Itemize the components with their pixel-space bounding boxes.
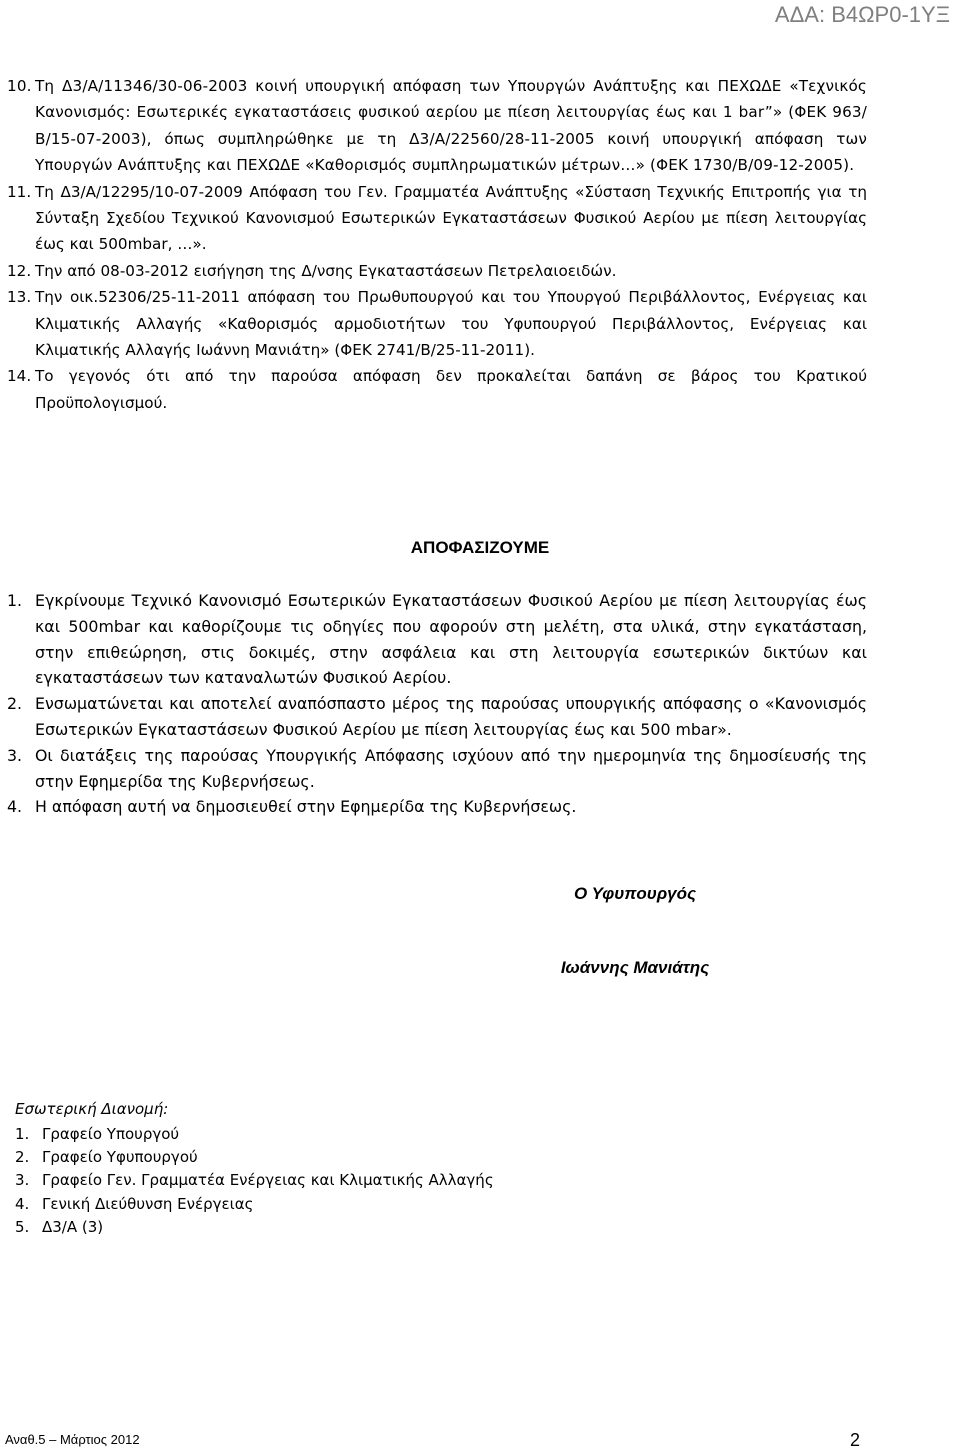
item-number: 12.: [7, 261, 32, 280]
list-item: [7, 588, 867, 691]
list-item: [7, 794, 867, 820]
item-text: Την οικ.52306/25-11-2011 απόφαση του Πρωθυπουργού και του Υπουργού Περιβάλλοντος, Ενέργειας και Κλιματικής Αλλαγής «Καθορισμός αρμοδιοτήτων του Υφυπουργού Περιβάλλοντος, Ενέργειας και Κλιματικής Αλλαγής Ιωάννη Μανιάτη» (ΦΕΚ 2741/Β/25-11-2011).: [35, 288, 867, 360]
list-item: [15, 1193, 494, 1216]
item-text: Το γεγονός ότι από την παρούσα απόφαση δεν προκαλείται δαπάνη σε βάρος του Κρατικού Προϋπολογισμού.: [35, 367, 867, 412]
considerations-list: [7, 73, 867, 416]
item-text: Η απόφαση αυτή να δημοσιευθεί στην Εφημερίδα της Κυβερνήσεως.: [35, 797, 577, 817]
item-text: Γραφείο Υφυπουργού: [42, 1148, 198, 1167]
list-item: [7, 73, 867, 179]
item-text: Τη Δ3/Α/12295/10-07-2009 Απόφαση του Γεν. Γραμματέα Ανάπτυξης «Σύσταση Τεχνικής Επιτροπής για τη Σύνταξη Σχεδίου Τεχνικού Κανονισμού Εσωτερικών Εγκαταστάσεων Φυσικού Αερίου με πίεση λειτουργίας έως και 500mbar, …».: [35, 182, 867, 254]
footer-revision: Αναθ.5 – Μάρτιος 2012: [5, 1432, 140, 1447]
list-item: [15, 1169, 494, 1192]
item-number: 4.: [7, 797, 23, 817]
item-number: 2.: [15, 1148, 30, 1167]
decisions-list: [7, 588, 867, 820]
item-number: 5.: [15, 1217, 30, 1236]
item-text: Οι διατάξεις της παρούσας Υπουργικής Απόφασης ισχύουν από την ημερομηνία της δημοσίευσής της στην Εφημερίδα της Κυβερνήσεως.: [35, 745, 867, 791]
list-item: [15, 1146, 494, 1169]
list-item: [15, 1123, 494, 1146]
list-item: [15, 1216, 494, 1239]
item-number: 4.: [15, 1194, 30, 1213]
distribution-title: Εσωτερική Διανομή:: [15, 1100, 169, 1118]
item-text: Ενσωματώνεται και αποτελεί αναπόσπαστο μέρος της παρούσας υπουργικής απόφασης ο «Κανονισμός Εσωτερικών Εγκαταστάσεων Φυσικού Αερίου με πίεση λειτουργίας έως και 500 mbar».: [35, 694, 867, 739]
item-number: 1.: [7, 591, 23, 610]
item-text: Γραφείο Γεν. Γραμματέα Ενέργειας και Κλιματικής Αλλαγής: [42, 1171, 494, 1190]
signature-title: Ο Υφυπουργός: [573, 884, 697, 903]
signature-name: Ιωάννης Μανιάτης: [560, 958, 710, 977]
item-number: 3.: [7, 745, 23, 765]
list-item: [7, 691, 867, 743]
item-text: Την από 08-03-2012 εισήγηση της Δ/νσης Εγκαταστάσεων Πετρελαιοειδών.: [35, 261, 617, 280]
distribution-list: [15, 1123, 494, 1239]
item-number: 11.: [7, 182, 32, 201]
item-number: 13.: [7, 288, 32, 307]
item-text: Γραφείο Υπουργού: [42, 1125, 180, 1143]
ada-code: ΑΔΑ: Β4ΩΡ0-1ΥΞ: [774, 2, 950, 27]
item-number: 3.: [15, 1171, 30, 1190]
list-item: [7, 363, 867, 416]
list-item: [7, 743, 867, 795]
item-text: Τη Δ3/Α/11346/30-06-2003 κοινή υπουργική απόφαση των Υπουργών Ανάπτυξης και ΠΕΧΩΔΕ «Τεχνικός Κανονισμός: Εσωτερικές εγκαταστάσεις φυσικού αερίου με πίεση λειτουργίας έως και 1 bar”» (ΦΕΚ 963/Β/15-07-2003), όπως συμπληρώθηκε με τη Δ3/Α/22560/28-11-2005 κοινή υπουργική απόφαση των Υπουργών Ανάπτυξης και ΠΕΧΩΔΕ «Καθορισμός συμπληρωματικών μέτρων…» (ΦΕΚ 1730/Β/09-12-2005).: [35, 77, 867, 175]
list-item: [7, 179, 867, 258]
page-number: 2: [850, 1430, 861, 1450]
item-number: 1.: [15, 1125, 30, 1143]
item-number: 14.: [7, 367, 32, 386]
list-item: [7, 284, 867, 363]
decision-heading: ΑΠΟΦΑΣΙΖΟΥΜΕ: [410, 538, 550, 557]
item-number: 10.: [7, 77, 32, 95]
item-text: Εγκρίνουμε Τεχνικό Κανονισμό Εσωτερικών Εγκαταστάσεων Φυσικού Αερίου με πίεση λειτουργίας έως και 500mbar και καθορίζουμε τις οδηγίες που αφορούν στη μελέτη, στα υλικά, στην εγκατάσταση, στην επιθεώρηση, στις δοκιμές, στην ασφάλεια και στη λειτουργία εσωτερικών δικτύων και εγκαταστάσεων των καταναλωτών Φυσικού Αερίου.: [35, 591, 867, 688]
item-number: 2.: [7, 694, 23, 714]
item-text: Γενική Διεύθυνση Ενέργειας: [42, 1194, 254, 1213]
item-text: Δ3/Α (3): [42, 1217, 104, 1236]
list-item: [7, 258, 867, 284]
